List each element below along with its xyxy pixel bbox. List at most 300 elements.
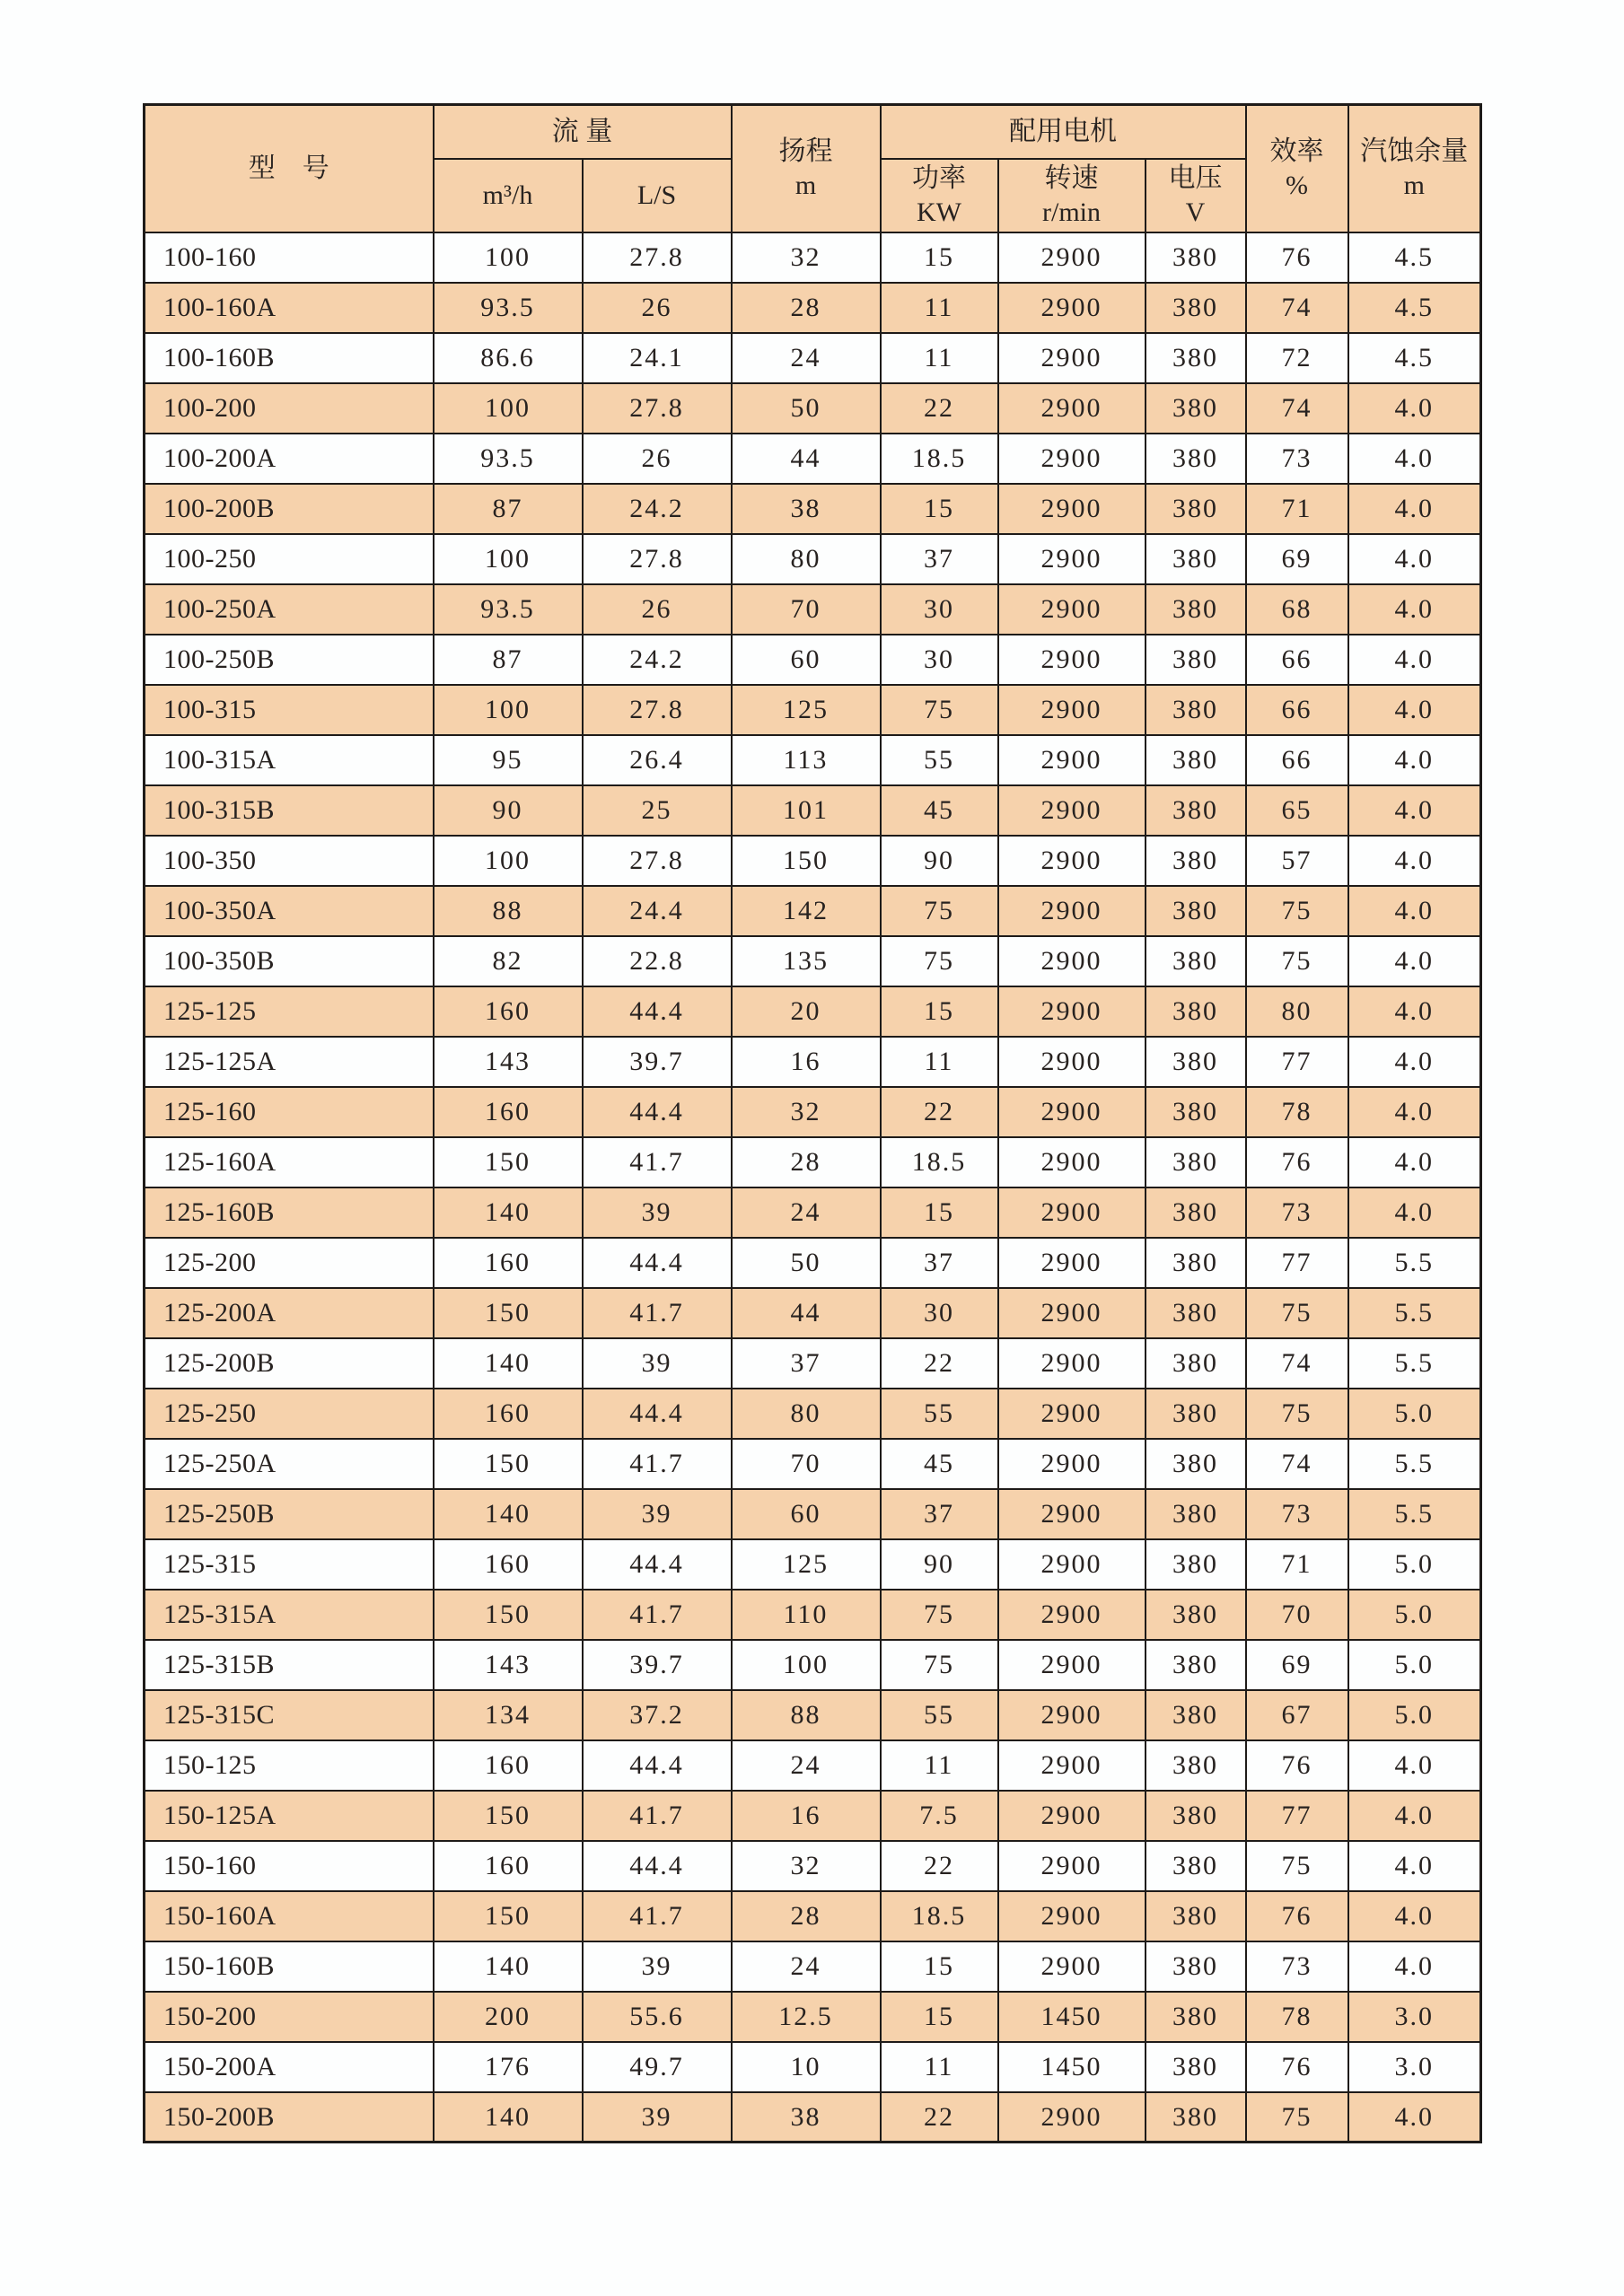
cell-model: 150-125	[145, 1740, 434, 1791]
cell-npsh: 5.0	[1348, 1590, 1481, 1640]
cell-flow-m3h: 100	[434, 383, 583, 434]
cell-speed-rpm: 2900	[998, 785, 1146, 836]
header-voltage	[1146, 159, 1246, 232]
table-row	[145, 685, 1481, 735]
cell-flow-m3h: 140	[434, 1187, 583, 1238]
cell-flow-m3h: 150	[434, 1137, 583, 1187]
cell-speed-rpm: 2900	[998, 484, 1146, 534]
cell-npsh: 4.5	[1348, 232, 1481, 283]
cell-flow-ls: 44.4	[583, 1238, 732, 1288]
cell-model: 125-315	[145, 1539, 434, 1590]
cell-flow-m3h: 87	[434, 484, 583, 534]
header-efficiency	[1246, 105, 1348, 232]
cell-npsh: 5.0	[1348, 1640, 1481, 1690]
cell-model: 150-160	[145, 1841, 434, 1891]
cell-efficiency: 72	[1246, 333, 1348, 383]
cell-npsh: 4.0	[1348, 534, 1481, 584]
cell-flow-ls: 27.8	[583, 534, 732, 584]
cell-voltage: 380	[1146, 1238, 1246, 1288]
cell-npsh: 5.5	[1348, 1238, 1481, 1288]
cell-npsh: 5.5	[1348, 1439, 1481, 1489]
header-npsh-unit: m	[1403, 170, 1425, 200]
cell-head: 125	[732, 685, 881, 735]
cell-flow-m3h: 160	[434, 1389, 583, 1439]
cell-voltage: 380	[1146, 2042, 1246, 2092]
cell-head: 24	[732, 1941, 881, 1992]
cell-flow-m3h: 143	[434, 1640, 583, 1690]
cell-model: 125-200	[145, 1238, 434, 1288]
cell-model: 100-315A	[145, 735, 434, 785]
cell-voltage: 380	[1146, 1539, 1246, 1590]
cell-efficiency: 57	[1246, 836, 1348, 886]
cell-model: 125-250B	[145, 1489, 434, 1539]
cell-voltage: 380	[1146, 936, 1246, 986]
cell-npsh: 3.0	[1348, 2042, 1481, 2092]
header-power-unit: KW	[917, 197, 961, 227]
cell-voltage: 380	[1146, 434, 1246, 484]
header-speed-label: 转速	[1044, 163, 1099, 193]
cell-efficiency: 75	[1246, 886, 1348, 936]
cell-speed-rpm: 2900	[998, 1288, 1146, 1338]
cell-flow-m3h: 140	[434, 1489, 583, 1539]
cell-flow-m3h: 150	[434, 1439, 583, 1489]
cell-flow-m3h: 100	[434, 534, 583, 584]
cell-voltage: 380	[1146, 2092, 1246, 2143]
cell-efficiency: 75	[1246, 1841, 1348, 1891]
cell-speed-rpm: 2900	[998, 1539, 1146, 1590]
cell-speed-rpm: 2900	[998, 1941, 1146, 1992]
cell-model: 100-250B	[145, 635, 434, 685]
cell-power-kw: 22	[881, 1338, 998, 1389]
cell-speed-rpm: 2900	[998, 1087, 1146, 1137]
cell-model: 100-160A	[145, 283, 434, 333]
cell-voltage: 380	[1146, 1338, 1246, 1389]
cell-power-kw: 90	[881, 836, 998, 886]
cell-efficiency: 73	[1246, 1941, 1348, 1992]
cell-npsh: 4.0	[1348, 2092, 1481, 2143]
cell-npsh: 4.0	[1348, 936, 1481, 986]
cell-head: 16	[732, 1791, 881, 1841]
cell-model: 100-250A	[145, 584, 434, 635]
cell-voltage: 380	[1146, 1288, 1246, 1338]
cell-speed-rpm: 2900	[998, 534, 1146, 584]
cell-flow-m3h: 93.5	[434, 434, 583, 484]
cell-flow-ls: 22.8	[583, 936, 732, 986]
cell-npsh: 4.0	[1348, 1941, 1481, 1992]
cell-flow-ls: 39.7	[583, 1037, 732, 1087]
cell-flow-ls: 37.2	[583, 1690, 732, 1740]
cell-head: 32	[732, 1841, 881, 1891]
cell-power-kw: 18.5	[881, 434, 998, 484]
cell-model: 125-160B	[145, 1187, 434, 1238]
cell-flow-ls: 41.7	[583, 1439, 732, 1489]
cell-flow-m3h: 140	[434, 2092, 583, 2143]
cell-model: 125-250	[145, 1389, 434, 1439]
header-head-label: 扬程	[778, 136, 833, 167]
cell-head: 24	[732, 1187, 881, 1238]
cell-flow-m3h: 140	[434, 1941, 583, 1992]
cell-model: 100-200	[145, 383, 434, 434]
cell-power-kw: 22	[881, 2092, 998, 2143]
header-head	[732, 105, 881, 232]
cell-speed-rpm: 2900	[998, 1740, 1146, 1791]
cell-power-kw: 45	[881, 1439, 998, 1489]
cell-head: 113	[732, 735, 881, 785]
cell-speed-rpm: 2900	[998, 434, 1146, 484]
table-row	[145, 1841, 1481, 1891]
cell-speed-rpm: 2900	[998, 232, 1146, 283]
cell-head: 32	[732, 1087, 881, 1137]
header-power-label: 功率	[912, 163, 966, 193]
cell-efficiency: 77	[1246, 1037, 1348, 1087]
cell-speed-rpm: 1450	[998, 1992, 1146, 2042]
table-row	[145, 1992, 1481, 2042]
cell-flow-m3h: 86.6	[434, 333, 583, 383]
cell-model: 125-250A	[145, 1439, 434, 1489]
cell-voltage: 380	[1146, 1439, 1246, 1489]
cell-speed-rpm: 2900	[998, 1037, 1146, 1087]
cell-model: 125-315B	[145, 1640, 434, 1690]
cell-speed-rpm: 2900	[998, 735, 1146, 785]
cell-head: 28	[732, 283, 881, 333]
cell-power-kw: 18.5	[881, 1137, 998, 1187]
cell-speed-rpm: 2900	[998, 2092, 1146, 2143]
cell-flow-ls: 27.8	[583, 232, 732, 283]
cell-voltage: 380	[1146, 1791, 1246, 1841]
cell-efficiency: 77	[1246, 1238, 1348, 1288]
table-row	[145, 1640, 1481, 1690]
table-row	[145, 1137, 1481, 1187]
cell-model: 125-160A	[145, 1137, 434, 1187]
cell-npsh: 4.0	[1348, 1740, 1481, 1791]
cell-speed-rpm: 2900	[998, 383, 1146, 434]
cell-speed-rpm: 2900	[998, 333, 1146, 383]
cell-head: 101	[732, 785, 881, 836]
table-row	[145, 2092, 1481, 2143]
cell-head: 110	[732, 1590, 881, 1640]
cell-voltage: 380	[1146, 383, 1246, 434]
cell-voltage: 380	[1146, 1992, 1246, 2042]
cell-efficiency: 69	[1246, 1640, 1348, 1690]
cell-npsh: 4.5	[1348, 333, 1481, 383]
cell-power-kw: 22	[881, 1087, 998, 1137]
cell-flow-ls: 26	[583, 434, 732, 484]
cell-speed-rpm: 2900	[998, 936, 1146, 986]
cell-power-kw: 37	[881, 1238, 998, 1288]
cell-flow-ls: 39	[583, 1338, 732, 1389]
pump-spec-table	[143, 103, 1482, 2143]
cell-npsh: 4.0	[1348, 1137, 1481, 1187]
cell-efficiency: 80	[1246, 986, 1348, 1037]
table-row	[145, 333, 1481, 383]
cell-power-kw: 30	[881, 1288, 998, 1338]
cell-flow-ls: 39	[583, 2092, 732, 2143]
cell-voltage: 380	[1146, 886, 1246, 936]
cell-power-kw: 37	[881, 1489, 998, 1539]
cell-model: 150-200A	[145, 2042, 434, 2092]
cell-voltage: 380	[1146, 685, 1246, 735]
cell-flow-ls: 27.8	[583, 836, 732, 886]
cell-flow-ls: 39.7	[583, 1640, 732, 1690]
cell-power-kw: 11	[881, 1037, 998, 1087]
table-row	[145, 1288, 1481, 1338]
cell-flow-ls: 41.7	[583, 1791, 732, 1841]
cell-speed-rpm: 2900	[998, 1187, 1146, 1238]
table-row	[145, 283, 1481, 333]
cell-voltage: 380	[1146, 283, 1246, 333]
cell-efficiency: 71	[1246, 1539, 1348, 1590]
cell-power-kw: 15	[881, 484, 998, 534]
cell-head: 70	[732, 584, 881, 635]
cell-flow-m3h: 82	[434, 936, 583, 986]
cell-npsh: 4.0	[1348, 383, 1481, 434]
cell-voltage: 380	[1146, 635, 1246, 685]
cell-head: 80	[732, 1389, 881, 1439]
table-row	[145, 735, 1481, 785]
cell-npsh: 4.0	[1348, 1087, 1481, 1137]
cell-speed-rpm: 2900	[998, 1791, 1146, 1841]
table-row	[145, 1891, 1481, 1941]
cell-speed-rpm: 2900	[998, 1137, 1146, 1187]
table-header	[145, 105, 1481, 232]
cell-voltage: 380	[1146, 1489, 1246, 1539]
cell-flow-m3h: 87	[434, 635, 583, 685]
cell-head: 60	[732, 1489, 881, 1539]
cell-head: 44	[732, 1288, 881, 1338]
cell-flow-m3h: 150	[434, 1288, 583, 1338]
cell-power-kw: 55	[881, 1690, 998, 1740]
cell-model: 100-200B	[145, 484, 434, 534]
cell-flow-ls: 44.4	[583, 1087, 732, 1137]
cell-model: 100-250	[145, 534, 434, 584]
cell-speed-rpm: 2900	[998, 1841, 1146, 1891]
cell-power-kw: 30	[881, 584, 998, 635]
cell-model: 100-350B	[145, 936, 434, 986]
cell-head: 38	[732, 2092, 881, 2143]
cell-head: 44	[732, 434, 881, 484]
cell-efficiency: 78	[1246, 1992, 1348, 2042]
cell-power-kw: 15	[881, 986, 998, 1037]
cell-head: 70	[732, 1439, 881, 1489]
cell-speed-rpm: 2900	[998, 283, 1146, 333]
cell-flow-ls: 26.4	[583, 735, 732, 785]
cell-voltage: 380	[1146, 1690, 1246, 1740]
cell-power-kw: 55	[881, 1389, 998, 1439]
header-speed	[998, 159, 1146, 232]
cell-model: 150-125A	[145, 1791, 434, 1841]
cell-model: 100-350A	[145, 886, 434, 936]
cell-flow-m3h: 143	[434, 1037, 583, 1087]
cell-model: 100-200A	[145, 434, 434, 484]
cell-flow-m3h: 88	[434, 886, 583, 936]
cell-voltage: 380	[1146, 1740, 1246, 1791]
cell-flow-m3h: 140	[434, 1338, 583, 1389]
cell-power-kw: 15	[881, 1992, 998, 2042]
table-row	[145, 836, 1481, 886]
cell-efficiency: 76	[1246, 1891, 1348, 1941]
cell-efficiency: 75	[1246, 1389, 1348, 1439]
table-row	[145, 434, 1481, 484]
cell-npsh: 5.5	[1348, 1338, 1481, 1389]
table-row	[145, 1740, 1481, 1791]
cell-efficiency: 66	[1246, 635, 1348, 685]
cell-npsh: 5.5	[1348, 1288, 1481, 1338]
cell-flow-ls: 26	[583, 584, 732, 635]
table-row	[145, 232, 1481, 283]
cell-efficiency: 68	[1246, 584, 1348, 635]
table-row	[145, 1238, 1481, 1288]
cell-efficiency: 76	[1246, 232, 1348, 283]
cell-efficiency: 73	[1246, 1489, 1348, 1539]
cell-voltage: 380	[1146, 836, 1246, 886]
cell-npsh: 3.0	[1348, 1992, 1481, 2042]
header-power	[881, 159, 998, 232]
header-head-unit: m	[794, 170, 817, 200]
table-row	[145, 1590, 1481, 1640]
cell-flow-m3h: 90	[434, 785, 583, 836]
table-row	[145, 383, 1481, 434]
header-npsh	[1348, 105, 1481, 232]
cell-head: 100	[732, 1640, 881, 1690]
table-row	[145, 1338, 1481, 1389]
cell-model: 125-200B	[145, 1338, 434, 1389]
cell-power-kw: 75	[881, 685, 998, 735]
cell-flow-m3h: 160	[434, 1841, 583, 1891]
cell-power-kw: 90	[881, 1539, 998, 1590]
cell-flow-m3h: 100	[434, 685, 583, 735]
cell-npsh: 5.0	[1348, 1539, 1481, 1590]
cell-speed-rpm: 2900	[998, 584, 1146, 635]
cell-power-kw: 75	[881, 1590, 998, 1640]
cell-flow-ls: 39	[583, 1187, 732, 1238]
cell-head: 16	[732, 1037, 881, 1087]
cell-flow-m3h: 160	[434, 1539, 583, 1590]
cell-voltage: 380	[1146, 1941, 1246, 1992]
cell-npsh: 4.0	[1348, 584, 1481, 635]
cell-power-kw: 22	[881, 383, 998, 434]
table-row	[145, 1489, 1481, 1539]
cell-efficiency: 67	[1246, 1690, 1348, 1740]
cell-power-kw: 15	[881, 1187, 998, 1238]
cell-head: 60	[732, 635, 881, 685]
cell-flow-ls: 44.4	[583, 986, 732, 1037]
cell-speed-rpm: 2900	[998, 635, 1146, 685]
cell-npsh: 4.0	[1348, 836, 1481, 886]
cell-npsh: 4.0	[1348, 1841, 1481, 1891]
cell-voltage: 380	[1146, 1640, 1246, 1690]
header-flow-group: 流 量	[434, 105, 732, 159]
cell-npsh: 4.0	[1348, 986, 1481, 1037]
table-row	[145, 886, 1481, 936]
cell-power-kw: 55	[881, 735, 998, 785]
cell-power-kw: 30	[881, 635, 998, 685]
cell-speed-rpm: 2900	[998, 685, 1146, 735]
cell-speed-rpm: 2900	[998, 1640, 1146, 1690]
cell-head: 50	[732, 383, 881, 434]
cell-speed-rpm: 2900	[998, 1238, 1146, 1288]
table-row	[145, 1941, 1481, 1992]
table-row	[145, 635, 1481, 685]
cell-efficiency: 66	[1246, 685, 1348, 735]
cell-voltage: 380	[1146, 785, 1246, 836]
cell-head: 12.5	[732, 1992, 881, 2042]
cell-efficiency: 74	[1246, 383, 1348, 434]
cell-flow-m3h: 150	[434, 1891, 583, 1941]
cell-speed-rpm: 2900	[998, 1439, 1146, 1489]
cell-voltage: 380	[1146, 1087, 1246, 1137]
cell-flow-ls: 39	[583, 1941, 732, 1992]
cell-head: 28	[732, 1137, 881, 1187]
cell-model: 125-125	[145, 986, 434, 1037]
cell-voltage: 380	[1146, 232, 1246, 283]
cell-power-kw: 15	[881, 232, 998, 283]
cell-efficiency: 71	[1246, 484, 1348, 534]
cell-speed-rpm: 2900	[998, 986, 1146, 1037]
cell-speed-rpm: 2900	[998, 1690, 1146, 1740]
cell-efficiency: 76	[1246, 1740, 1348, 1791]
cell-npsh: 4.0	[1348, 685, 1481, 735]
cell-npsh: 5.0	[1348, 1389, 1481, 1439]
cell-head: 20	[732, 986, 881, 1037]
cell-power-kw: 75	[881, 1640, 998, 1690]
cell-speed-rpm: 2900	[998, 836, 1146, 886]
cell-voltage: 380	[1146, 735, 1246, 785]
cell-npsh: 4.0	[1348, 635, 1481, 685]
cell-npsh: 4.0	[1348, 1037, 1481, 1087]
cell-efficiency: 77	[1246, 1791, 1348, 1841]
cell-model: 125-160	[145, 1087, 434, 1137]
cell-npsh: 4.5	[1348, 283, 1481, 333]
cell-flow-m3h: 176	[434, 2042, 583, 2092]
cell-flow-m3h: 95	[434, 735, 583, 785]
table-row	[145, 936, 1481, 986]
cell-flow-ls: 55.6	[583, 1992, 732, 2042]
cell-power-kw: 11	[881, 333, 998, 383]
cell-flow-m3h: 134	[434, 1690, 583, 1740]
cell-flow-ls: 41.7	[583, 1137, 732, 1187]
cell-voltage: 380	[1146, 1590, 1246, 1640]
table-row	[145, 1389, 1481, 1439]
cell-efficiency: 75	[1246, 936, 1348, 986]
cell-model: 100-315	[145, 685, 434, 735]
table-row	[145, 785, 1481, 836]
cell-head: 28	[732, 1891, 881, 1941]
cell-model: 100-160	[145, 232, 434, 283]
cell-speed-rpm: 2900	[998, 1489, 1146, 1539]
table-row	[145, 2042, 1481, 2092]
cell-flow-ls: 24.2	[583, 635, 732, 685]
cell-flow-ls: 25	[583, 785, 732, 836]
cell-efficiency: 74	[1246, 1439, 1348, 1489]
cell-flow-m3h: 93.5	[434, 584, 583, 635]
cell-power-kw: 11	[881, 1740, 998, 1791]
cell-flow-m3h: 160	[434, 986, 583, 1037]
header-voltage-label: 电压	[1168, 163, 1223, 193]
cell-flow-m3h: 150	[434, 1791, 583, 1841]
table-row	[145, 1791, 1481, 1841]
cell-speed-rpm: 2900	[998, 1590, 1146, 1640]
cell-voltage: 380	[1146, 584, 1246, 635]
cell-voltage: 380	[1146, 1187, 1246, 1238]
header-efficiency-label: 效率	[1269, 136, 1324, 167]
cell-flow-ls: 24.1	[583, 333, 732, 383]
table-row	[145, 484, 1481, 534]
cell-npsh: 5.5	[1348, 1489, 1481, 1539]
cell-power-kw: 18.5	[881, 1891, 998, 1941]
cell-head: 80	[732, 534, 881, 584]
cell-efficiency: 66	[1246, 735, 1348, 785]
cell-power-kw: 45	[881, 785, 998, 836]
